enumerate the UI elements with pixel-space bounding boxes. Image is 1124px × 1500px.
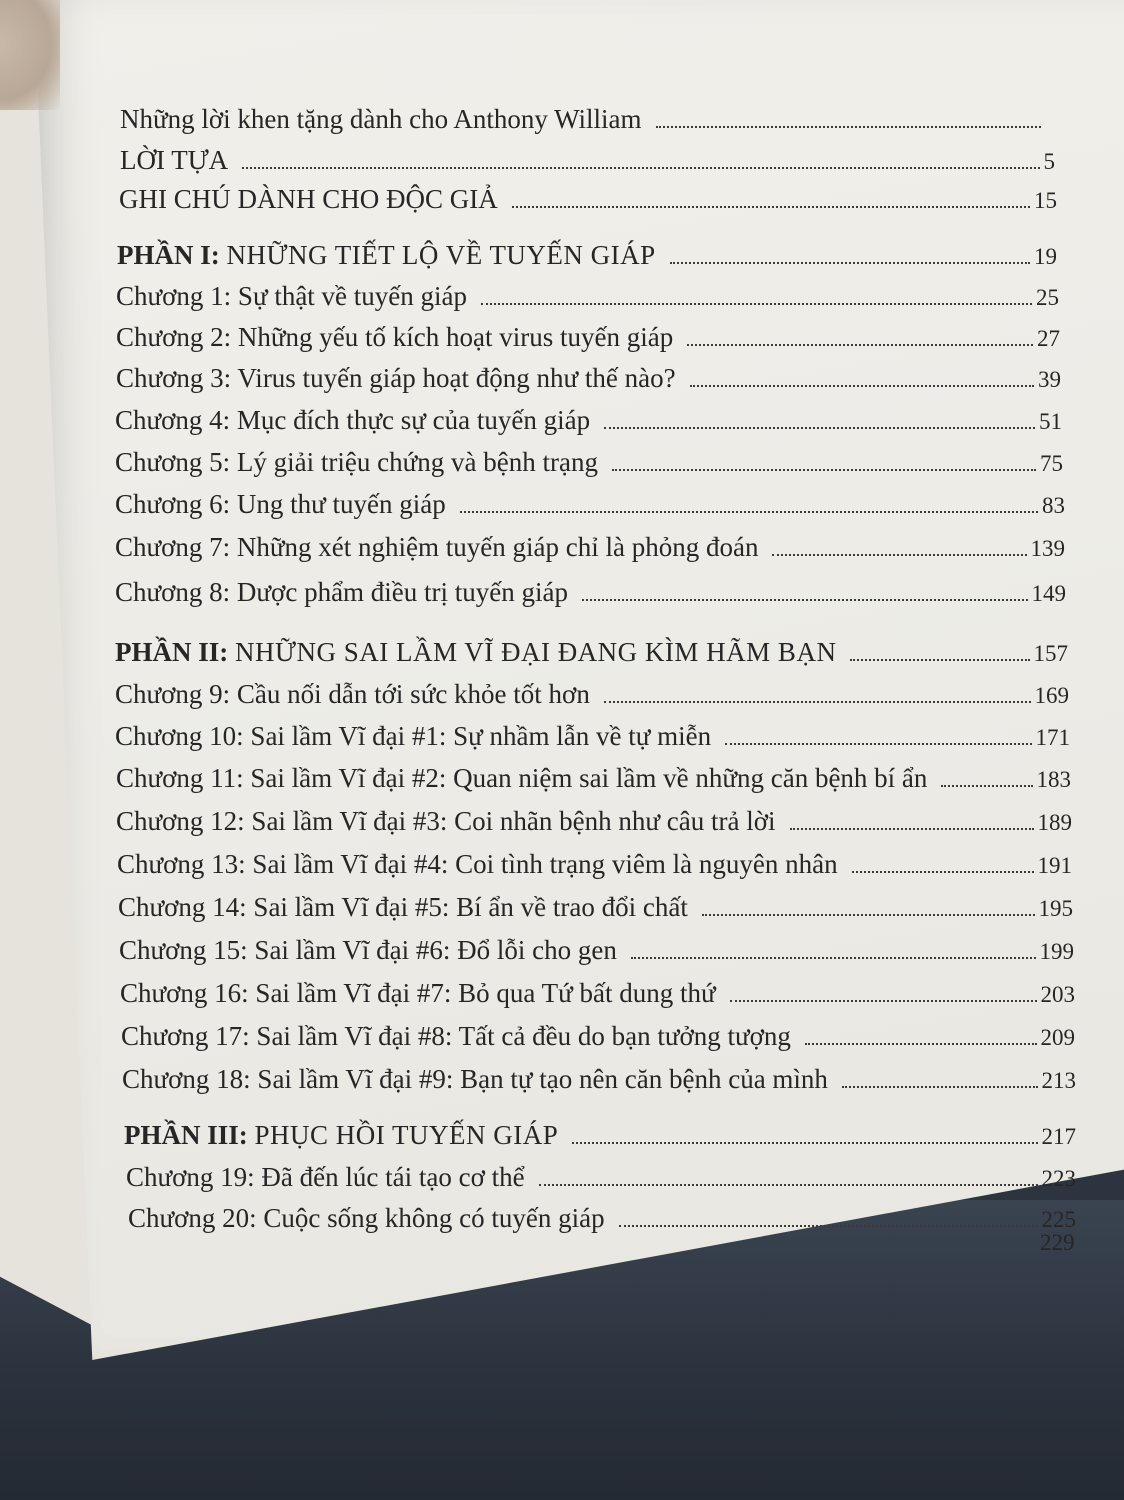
toc-entry-title: Chương 13: Sai lầm Vĩ đại #4: Coi tình trạng viêm là nguyên nhân: [117, 849, 838, 879]
toc-entry-page: 5: [1043, 149, 1055, 174]
toc-entry: [115, 489, 1065, 520]
toc-entry-page: 15: [1034, 188, 1057, 213]
toc-entry-page: 169: [1034, 683, 1069, 708]
toc-leader-dots: [539, 1184, 1038, 1186]
toc-entry-page: 149: [1031, 581, 1066, 606]
toc-entry: [115, 405, 1062, 436]
toc-entry-title: Chương 9: Cầu nối dẫn tới sức khỏe tốt hơn: [115, 679, 590, 709]
toc-entry-title: Chương 20: Cuộc sống không có tuyến giáp: [128, 1203, 605, 1233]
toc-entry: [117, 849, 1072, 880]
toc-entry-page: 39: [1038, 367, 1061, 392]
toc-entry-page: 217: [1041, 1124, 1076, 1149]
toc-entry-title: Chương 12: Sai lầm Vĩ đại #3: Coi nhãn bệnh như câu trả lời: [116, 806, 776, 836]
toc-entry-page: 209: [1040, 1025, 1075, 1050]
toc-trailing-page: [1036, 1230, 1076, 1256]
toc-entry-page: 171: [1035, 725, 1070, 750]
toc-leader-dots: [702, 914, 1035, 916]
toc-leader-dots: [790, 828, 1034, 830]
toc-leader-dots: [460, 511, 1038, 513]
toc-entry: [119, 184, 1057, 215]
toc-entry-page: 27: [1037, 326, 1060, 351]
toc-entry-title: PHỤC HỒI TUYẾN GIÁP: [254, 1120, 559, 1150]
toc-entry-title: Chương 17: Sai lầm Vĩ đại #8: Tất cả đều do bạn tưởng tượng: [121, 1021, 791, 1051]
toc-entry-title: Những lời khen tặng dành cho Anthony William: [120, 104, 642, 134]
toc-entry-page: 191: [1037, 853, 1072, 878]
toc-section-heading: [124, 1120, 1076, 1151]
toc-entry: [122, 1064, 1076, 1095]
toc-entry-page: 19: [1034, 244, 1057, 269]
toc-entry-title: Chương 19: Đã đến lúc tái tạo cơ thể: [126, 1162, 525, 1192]
toc-leader-dots: [242, 167, 1039, 169]
toc-entry: [126, 1162, 1076, 1193]
toc-entry-title: Chương 3: Virus tuyến giáp hoạt động như thế nào?: [116, 363, 676, 393]
toc-leader-dots: [842, 1086, 1038, 1088]
toc-entry-title: Chương 1: Sự thật về tuyến giáp: [116, 281, 468, 311]
toc-entry-page: 195: [1038, 896, 1073, 921]
toc-entry-title: Chương 16: Sai lầm Vĩ đại #7: Bỏ qua Tứ bất dung thứ: [120, 978, 716, 1008]
toc-entry-title: Chương 11: Sai lầm Vĩ đại #2: Quan niệm sai lầm về những căn bệnh bí ẩn: [116, 763, 928, 793]
toc-entry-title: Chương 10: Sai lầm Vĩ đại #1: Sự nhầm lẫn về tự miễn: [115, 721, 712, 751]
toc-leader-dots: [730, 1000, 1037, 1002]
toc-entry: [121, 1021, 1075, 1052]
toc-section-prefix: PHẦN III:: [124, 1120, 248, 1150]
toc-entry-title: Chương 8: Dược phẩm điều trị tuyến giáp: [115, 577, 569, 607]
toc-entry: [128, 1203, 1076, 1234]
toc-entry-page: 75: [1040, 451, 1063, 476]
toc-leader-dots: [631, 957, 1036, 959]
toc-entry: [116, 763, 1071, 794]
toc-entry-title: Chương 14: Sai lầm Vĩ đại #5: Bí ẩn về trao đổi chất: [118, 892, 688, 922]
toc-entry: [115, 532, 1065, 563]
toc-leader-dots: [481, 303, 1032, 305]
toc-entry: [120, 978, 1075, 1009]
toc-entry: [116, 322, 1060, 353]
toc-leader-dots: [582, 599, 1027, 601]
toc-entry: [116, 281, 1059, 312]
toc-leader-dots: [687, 344, 1033, 346]
toc-entry: [120, 145, 1055, 176]
toc-leader-dots: [725, 743, 1031, 745]
toc-entry: [120, 104, 1045, 135]
toc-entry-title: Chương 4: Mục đích thực sự của tuyến giáp: [115, 405, 591, 435]
toc-section-prefix: PHẦN II:: [115, 637, 229, 667]
toc-entry-title: Chương 18: Sai lầm Vĩ đại #9: Bạn tự tạo nên căn bệnh của mình: [122, 1064, 828, 1094]
toc-entry-title: Chương 15: Sai lầm Vĩ đại #6: Đổ lỗi cho gen: [119, 935, 617, 965]
toc-leader-dots: [805, 1043, 1037, 1045]
toc-entry-page: 203: [1040, 982, 1075, 1007]
toc-entry: [118, 892, 1073, 923]
toc-entry-title: Chương 5: Lý giải triệu chứng và bệnh trạng: [115, 447, 598, 477]
toc-leader-dots: [690, 385, 1034, 387]
toc-leader-dots: [850, 659, 1029, 661]
toc-entry-page: 213: [1041, 1068, 1076, 1093]
toc-entry: [115, 679, 1069, 710]
toc-leader-dots: [604, 427, 1035, 429]
toc-entry-page: 223: [1041, 1166, 1076, 1191]
toc-entry-page: 139: [1030, 536, 1065, 561]
toc-section-heading: [117, 240, 1057, 271]
toc-entry-title: NHỮNG SAI LẦM VĨ ĐẠI ĐANG KÌM HÃM BẠN: [235, 637, 837, 667]
toc-entry-page: 189: [1037, 810, 1072, 835]
toc-entry-page: 183: [1036, 767, 1071, 792]
toc-entry-page: 51: [1039, 409, 1062, 434]
toc-entry: [119, 935, 1074, 966]
toc-entry: [116, 363, 1061, 394]
toc-leader-dots: [670, 262, 1030, 264]
toc-leader-dots: [941, 785, 1032, 787]
toc-entry-page: 157: [1033, 641, 1068, 666]
toc-leader-dots: [772, 554, 1026, 556]
toc-leader-dots: [656, 126, 1041, 128]
toc-entry-title: NHỮNG TIẾT LỘ VỀ TUYẾN GIÁP: [226, 240, 656, 270]
toc-leader-dots: [604, 701, 1031, 703]
toc-entry: [115, 447, 1063, 478]
toc-entry-title: GHI CHÚ DÀNH CHO ĐỘC GIẢ: [119, 184, 498, 214]
toc-leader-dots: [512, 206, 1030, 208]
toc-entry-page: 25: [1036, 285, 1059, 310]
toc-entry-page: 199: [1039, 939, 1074, 964]
toc-entry-title: Chương 6: Ung thư tuyến giáp: [115, 489, 446, 519]
toc-entry-page: 229: [1040, 1230, 1075, 1255]
toc-leader-dots: [572, 1142, 1037, 1144]
toc-section-prefix: PHẦN I:: [117, 240, 220, 270]
toc-entry: [116, 806, 1072, 837]
toc-leader-dots: [852, 871, 1034, 873]
toc-entry: [115, 577, 1066, 608]
toc-entry-page: 83: [1042, 493, 1065, 518]
toc-leader-dots: [619, 1225, 1038, 1227]
toc-entry-title: Chương 7: Những xét nghiệm tuyến giáp chỉ là phỏng đoán: [115, 532, 759, 562]
toc-entry-title: LỜI TỰA: [120, 145, 229, 175]
toc-entry-page: 225: [1041, 1207, 1076, 1232]
toc-leader-dots: [612, 469, 1036, 471]
toc-section-heading: [115, 637, 1068, 668]
toc-entry-title: Chương 2: Những yếu tố kích hoạt virus tuyến giáp: [116, 322, 674, 352]
toc-entry: [115, 721, 1070, 752]
